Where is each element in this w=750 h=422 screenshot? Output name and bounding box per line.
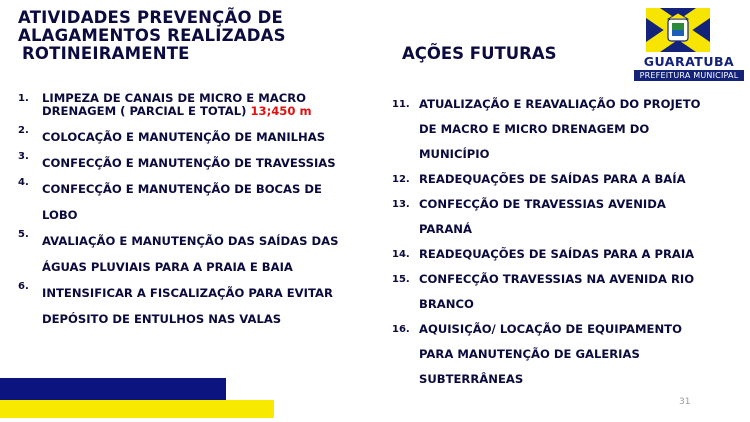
list-item <box>392 267 702 317</box>
item-text: CONFECÇÃO E MANUTENÇÃO DE BOCAS DE LOBO <box>42 182 322 222</box>
item-text: COLOCAÇÃO E MANUTENÇÃO DE MANILHAS <box>42 130 326 144</box>
list-item <box>392 192 702 242</box>
item-number: 15. <box>392 274 410 285</box>
item-text: CONFECÇÃO E MANUTENÇÃO DE TRAVESSIAS <box>42 156 336 170</box>
footer-yellow-bar <box>0 400 274 418</box>
logo-subtitle: PREFEITURA MUNICIPAL <box>634 70 744 81</box>
item-number: 12. <box>392 174 410 185</box>
footer-blue-bar <box>0 378 226 400</box>
item-number: 5. <box>18 229 29 240</box>
item-highlight: 13;450 m <box>250 104 312 118</box>
future-actions-title: AÇÕES FUTURAS <box>402 44 557 63</box>
item-number: 2. <box>18 125 29 136</box>
item-number: 13. <box>392 199 410 210</box>
list-item <box>392 167 702 192</box>
page-number: 31 <box>679 397 691 407</box>
title-line-2: ALAGAMENTOS REALIZADAS <box>18 26 286 45</box>
slide-title <box>18 9 348 63</box>
item-text: CONFECÇÃO TRAVESSIAS NA AVENIDA RIO BRANCO <box>419 272 695 311</box>
item-number: 3. <box>18 151 29 162</box>
list-item <box>18 228 358 280</box>
item-text: INTENSIFICAR A FISCALIZAÇÃO PARA EVITAR DEPÓSITO DE ENTULHOS NAS VALAS <box>42 286 333 326</box>
item-number: 14. <box>392 249 410 260</box>
item-number: 11. <box>392 99 410 110</box>
list-item <box>392 242 702 267</box>
item-text: AQUISIÇÃO/ LOCAÇÃO DE EQUIPAMENTO PARA MANUTENÇÃO DE GALERIAS SUBTERRÂNEAS <box>419 322 682 386</box>
guaratuba-logo <box>634 8 744 88</box>
item-number: 16. <box>392 324 410 335</box>
item-number: 4. <box>18 177 29 188</box>
completed-activities-list <box>18 92 358 338</box>
title-line-1: ATIVIDADES PREVENÇÃO DE <box>18 8 283 27</box>
item-number: 1. <box>18 93 29 104</box>
item-text: LIMPEZA DE CANAIS DE MICRO E MACRO DRENAGEM ( PARCIAL E TOTAL) <box>42 91 307 118</box>
item-text: READEQUAÇÕES DE SAÍDAS PARA A PRAIA <box>419 247 695 261</box>
item-number: 6. <box>18 281 29 292</box>
list-item <box>18 92 358 118</box>
list-item <box>18 150 358 176</box>
list-item <box>18 280 358 332</box>
logo-city-name: GUARATUBA <box>643 54 735 69</box>
item-text: ATUALIZAÇÃO E REAVALIAÇÃO DO PROJETO DE MACRO E MICRO DRENAGEM DO MUNICÍPIO <box>419 97 701 161</box>
list-item <box>392 92 702 167</box>
city-flag-icon <box>646 8 710 52</box>
item-text: CONFECÇÃO DE TRAVESSIAS AVENIDA PARANÁ <box>419 197 666 236</box>
item-text: READEQUAÇÕES DE SAÍDAS PARA A BAÍA <box>419 172 686 186</box>
list-item <box>18 124 358 150</box>
title-line-3: ROTINEIRAMENTE <box>22 44 190 63</box>
item-text: AVALIAÇÃO E MANUTENÇÃO DAS SAÍDAS DAS ÁGUAS PLUVIAIS PARA A PRAIA E BAIA <box>42 234 339 274</box>
list-item <box>392 317 702 392</box>
future-actions-list <box>392 92 702 392</box>
list-item <box>18 176 358 228</box>
